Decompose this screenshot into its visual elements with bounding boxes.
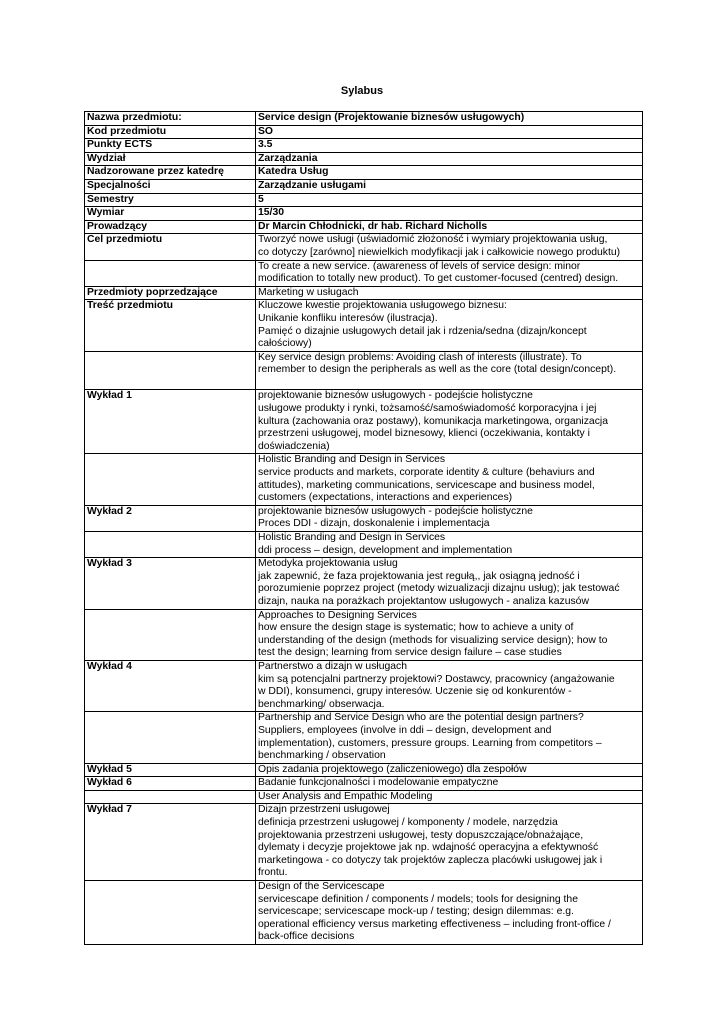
table-row: [85, 166, 643, 180]
value-line: service products and markets, corporate identity & culture (behaviurs and: [258, 467, 595, 479]
value-line: Suppliers, employees (involve in ddi – design, development and: [258, 724, 552, 736]
table-row: [85, 660, 643, 711]
row-label: Wykład 2: [85, 505, 256, 531]
value-line: Service design (Projektowanie biznesów usługowych): [258, 112, 525, 123]
page-title: Sylabus: [340, 85, 384, 97]
row-value: [256, 234, 643, 260]
table-row: [85, 777, 643, 791]
value-line: projektowania przestrzeni usługowej, testy dopuszczające/obnażające,: [258, 829, 584, 841]
value-line: Dizajn przestrzeni usługowej: [258, 804, 390, 816]
value-line: remember to design the peripherals as well as the core (total design/concept).: [258, 364, 617, 376]
table-row: [85, 505, 643, 531]
value-line: back-office decisions: [258, 931, 355, 943]
row-value: [256, 300, 643, 351]
row-label: [85, 790, 256, 804]
row-label: [85, 351, 256, 390]
row-label: Wydział: [85, 152, 256, 166]
value-line: projektowanie biznesów usługowych - podejście holistyczne: [258, 390, 533, 402]
row-value: [256, 112, 643, 126]
row-value: [256, 505, 643, 531]
value-line: Unikanie konfliku interesów (ilustracja).: [258, 312, 438, 324]
row-label: Wykład 4: [85, 660, 256, 711]
row-label: Prowadzący: [85, 220, 256, 234]
value-line: 5: [258, 193, 264, 205]
value-line: projektowanie biznesów usługowych - podejście holistyczne: [258, 505, 533, 517]
value-line: customers (expectations, interactions and experiences): [258, 492, 513, 504]
row-value: [256, 351, 643, 390]
row-value: [256, 660, 643, 711]
row-value: [256, 804, 643, 881]
value-line: 15/30: [258, 207, 285, 219]
table-row: [85, 112, 643, 126]
value-line: doświadczenia): [258, 440, 330, 452]
row-value: [256, 220, 643, 234]
value-line: usługowe produkty i rynki, tożsamość/samoświadomość korporacyjna i jej: [258, 403, 597, 415]
row-value: [256, 260, 643, 286]
table-row: [85, 390, 643, 454]
value-line: marketingowa - co dotyczy tak projektów zaplecza placówki usługowej jak i: [258, 854, 603, 866]
table-row: [85, 179, 643, 193]
table-row: [85, 234, 643, 260]
row-label: Wykład 7: [85, 804, 256, 881]
value-line: Marketing w usługach: [258, 286, 359, 298]
row-label: Przedmioty poprzedzające: [85, 286, 256, 300]
table-row: [85, 193, 643, 207]
table-row: [85, 125, 643, 139]
row-label: [85, 712, 256, 763]
table-row: [85, 532, 643, 558]
syllabus-table: [84, 111, 643, 945]
row-label: Nadzorowane przez katedrę: [85, 166, 256, 180]
table-row: [85, 286, 643, 300]
row-value: [256, 125, 643, 139]
value-line: servicescape definition / components / models; tools for designing the: [258, 893, 578, 905]
row-label: Specjalności: [85, 179, 256, 193]
value-line: porozumienie poprzez project (metody wizualizacji dizajnu usług); jak testować: [258, 583, 620, 595]
row-label: [85, 454, 256, 505]
value-line: how ensure the design stage is systematic; how to achieve a unity of: [258, 622, 574, 634]
value-line: Metodyka projektowania usług: [258, 558, 398, 570]
table-row: [85, 139, 643, 153]
value-line: Key service design problems: Avoiding clash of interests (illustrate). To: [258, 351, 582, 363]
value-line: 3.5: [258, 139, 273, 151]
value-line: definicja przestrzeni usługowej / komponenty / modele, narzędzia: [258, 817, 558, 829]
table-row: [85, 220, 643, 234]
value-line: jak zapewnić, że faza projektowania jest regułą,, jak osiągną jedność i: [258, 570, 580, 582]
value-line: User Analysis and Empathic Modeling: [258, 790, 433, 802]
value-line: To create a new service. (awareness of levels of service design: minor: [258, 260, 581, 272]
row-label: Wymiar: [85, 207, 256, 221]
row-label: Punkty ECTS: [85, 139, 256, 153]
value-line: SO: [258, 125, 274, 137]
value-line: dizajn, nauka na porażkach projektantow usługowych - analiza kazusów: [258, 595, 589, 607]
row-value: [256, 207, 643, 221]
row-value: [256, 286, 643, 300]
value-line: Partnerstwo a dizajn w usługach: [258, 660, 408, 672]
row-label: [85, 609, 256, 660]
row-label: Nazwa przedmiotu:: [85, 112, 256, 126]
table-row: [85, 881, 643, 945]
row-value: [256, 166, 643, 180]
value-line: attitudes), marketing communications, servicescape and business model,: [258, 479, 595, 491]
row-label: [85, 260, 256, 286]
value-line: Approaches to Designing Services: [258, 609, 417, 621]
value-line: ddi process – design, development and implementation: [258, 544, 513, 556]
value-line: kim są potencjalni partnerzy projektowi? Dostawcy, pracownicy (angażowanie: [258, 673, 615, 685]
value-line: Tworzyć nowe usługi (uświadomić złożoność i wymiary projektowania usług,: [258, 234, 608, 246]
value-line: Dr Marcin Chłodnicki, dr hab. Richard Nicholls: [258, 220, 488, 232]
table-row: [85, 300, 643, 351]
row-value: [256, 152, 643, 166]
row-value: [256, 179, 643, 193]
value-line: frontu.: [258, 867, 288, 879]
row-value: [256, 763, 643, 777]
row-value: [256, 777, 643, 791]
table-row: [85, 207, 643, 221]
value-line: kultura (zachowania oraz postawy), komunikacja marketingowa, organizacja: [258, 415, 608, 427]
value-line: Proces DDI - dizajn, doskonalenie i implementacja: [258, 518, 490, 530]
value-line: benchmarking/ obserwacja.: [258, 698, 385, 710]
value-line: całościowy): [258, 338, 312, 350]
row-label: Wykład 5: [85, 763, 256, 777]
table-row: [85, 804, 643, 881]
table-row: [85, 712, 643, 763]
value-line: w DDI), konsumenci, grupy interesów. Uczenie się od konkurentów -: [258, 686, 572, 698]
value-line: Kluczowe kwestie projektowania usługowego biznesu:: [258, 300, 507, 312]
row-value: [256, 881, 643, 945]
table-row: [85, 763, 643, 777]
row-label: [85, 532, 256, 558]
table-row: [85, 609, 643, 660]
row-value: [256, 609, 643, 660]
table-row: [85, 454, 643, 505]
row-label: Kod przedmiotu: [85, 125, 256, 139]
table-row: [85, 260, 643, 286]
row-value: [256, 390, 643, 454]
value-line: Opis zadania projektowego (zaliczeniowego) dla zespołów: [258, 763, 527, 775]
table-row: [85, 152, 643, 166]
value-line: Partnership and Service Design who are the potential design partners?: [258, 712, 584, 724]
row-value: [256, 454, 643, 505]
value-line: Zarządzanie usługami: [258, 179, 366, 191]
row-value: [256, 558, 643, 609]
value-line: test the design; learning from service design failure – case studies: [258, 647, 562, 659]
table-row: [85, 351, 643, 390]
syllabus-table-body: [85, 112, 643, 945]
value-line: Pamięć o dizajnie usługowych detail jak i rdzenia/sedna (dizajn/koncept: [258, 325, 587, 337]
row-value: [256, 193, 643, 207]
value-line: Badanie funkcjonalności i modelowanie empatyczne: [258, 777, 499, 789]
value-line: understanding of the design (methods for visualizing service design); how to: [258, 634, 608, 646]
table-row: [85, 558, 643, 609]
row-label: Semestry: [85, 193, 256, 207]
value-line: operational efficiency versus marketing effectiveness – including front-office /: [258, 918, 611, 930]
value-line: co dotyczy [zarówno] niewielkich modyfikacji jak i całkowicie nowego produktu): [258, 246, 621, 258]
value-line: implementation), customers, pressure groups. Learning from competitors –: [258, 737, 602, 749]
row-label: Wykład 1: [85, 390, 256, 454]
value-line: Holistic Branding and Design in Services: [258, 454, 446, 466]
row-label: [85, 881, 256, 945]
value-line: przestrzeni usługowej, model biznesowy, klienci (oczekiwania, kontakty i: [258, 428, 590, 440]
row-value: [256, 790, 643, 804]
row-value: [256, 532, 643, 558]
value-line: benchmarking / observation: [258, 750, 386, 762]
value-line: Katedra Usług: [258, 166, 329, 178]
row-value: [256, 712, 643, 763]
value-line: Holistic Branding and Design in Services: [258, 532, 446, 543]
value-line: [258, 377, 640, 390]
value-line: Zarządzania: [258, 152, 318, 164]
value-line: modification to totally new product). To get customer-focused (centred) design.: [258, 273, 619, 285]
row-label: Wykład 3: [85, 558, 256, 609]
row-label: Cel przedmiotu: [85, 234, 256, 260]
row-label: Treść przedmiotu: [85, 300, 256, 351]
row-value: [256, 139, 643, 153]
row-label: Wykład 6: [85, 777, 256, 791]
value-line: Design of the Servicescape: [258, 881, 385, 893]
value-line: dylematy i decyzje projektowe jak np. wdajność operacyjna a efektywność: [258, 842, 599, 854]
table-row: [85, 790, 643, 804]
value-line: servicescape; servicescape mock-up / testing; design dilemmas: e.g.: [258, 906, 574, 918]
